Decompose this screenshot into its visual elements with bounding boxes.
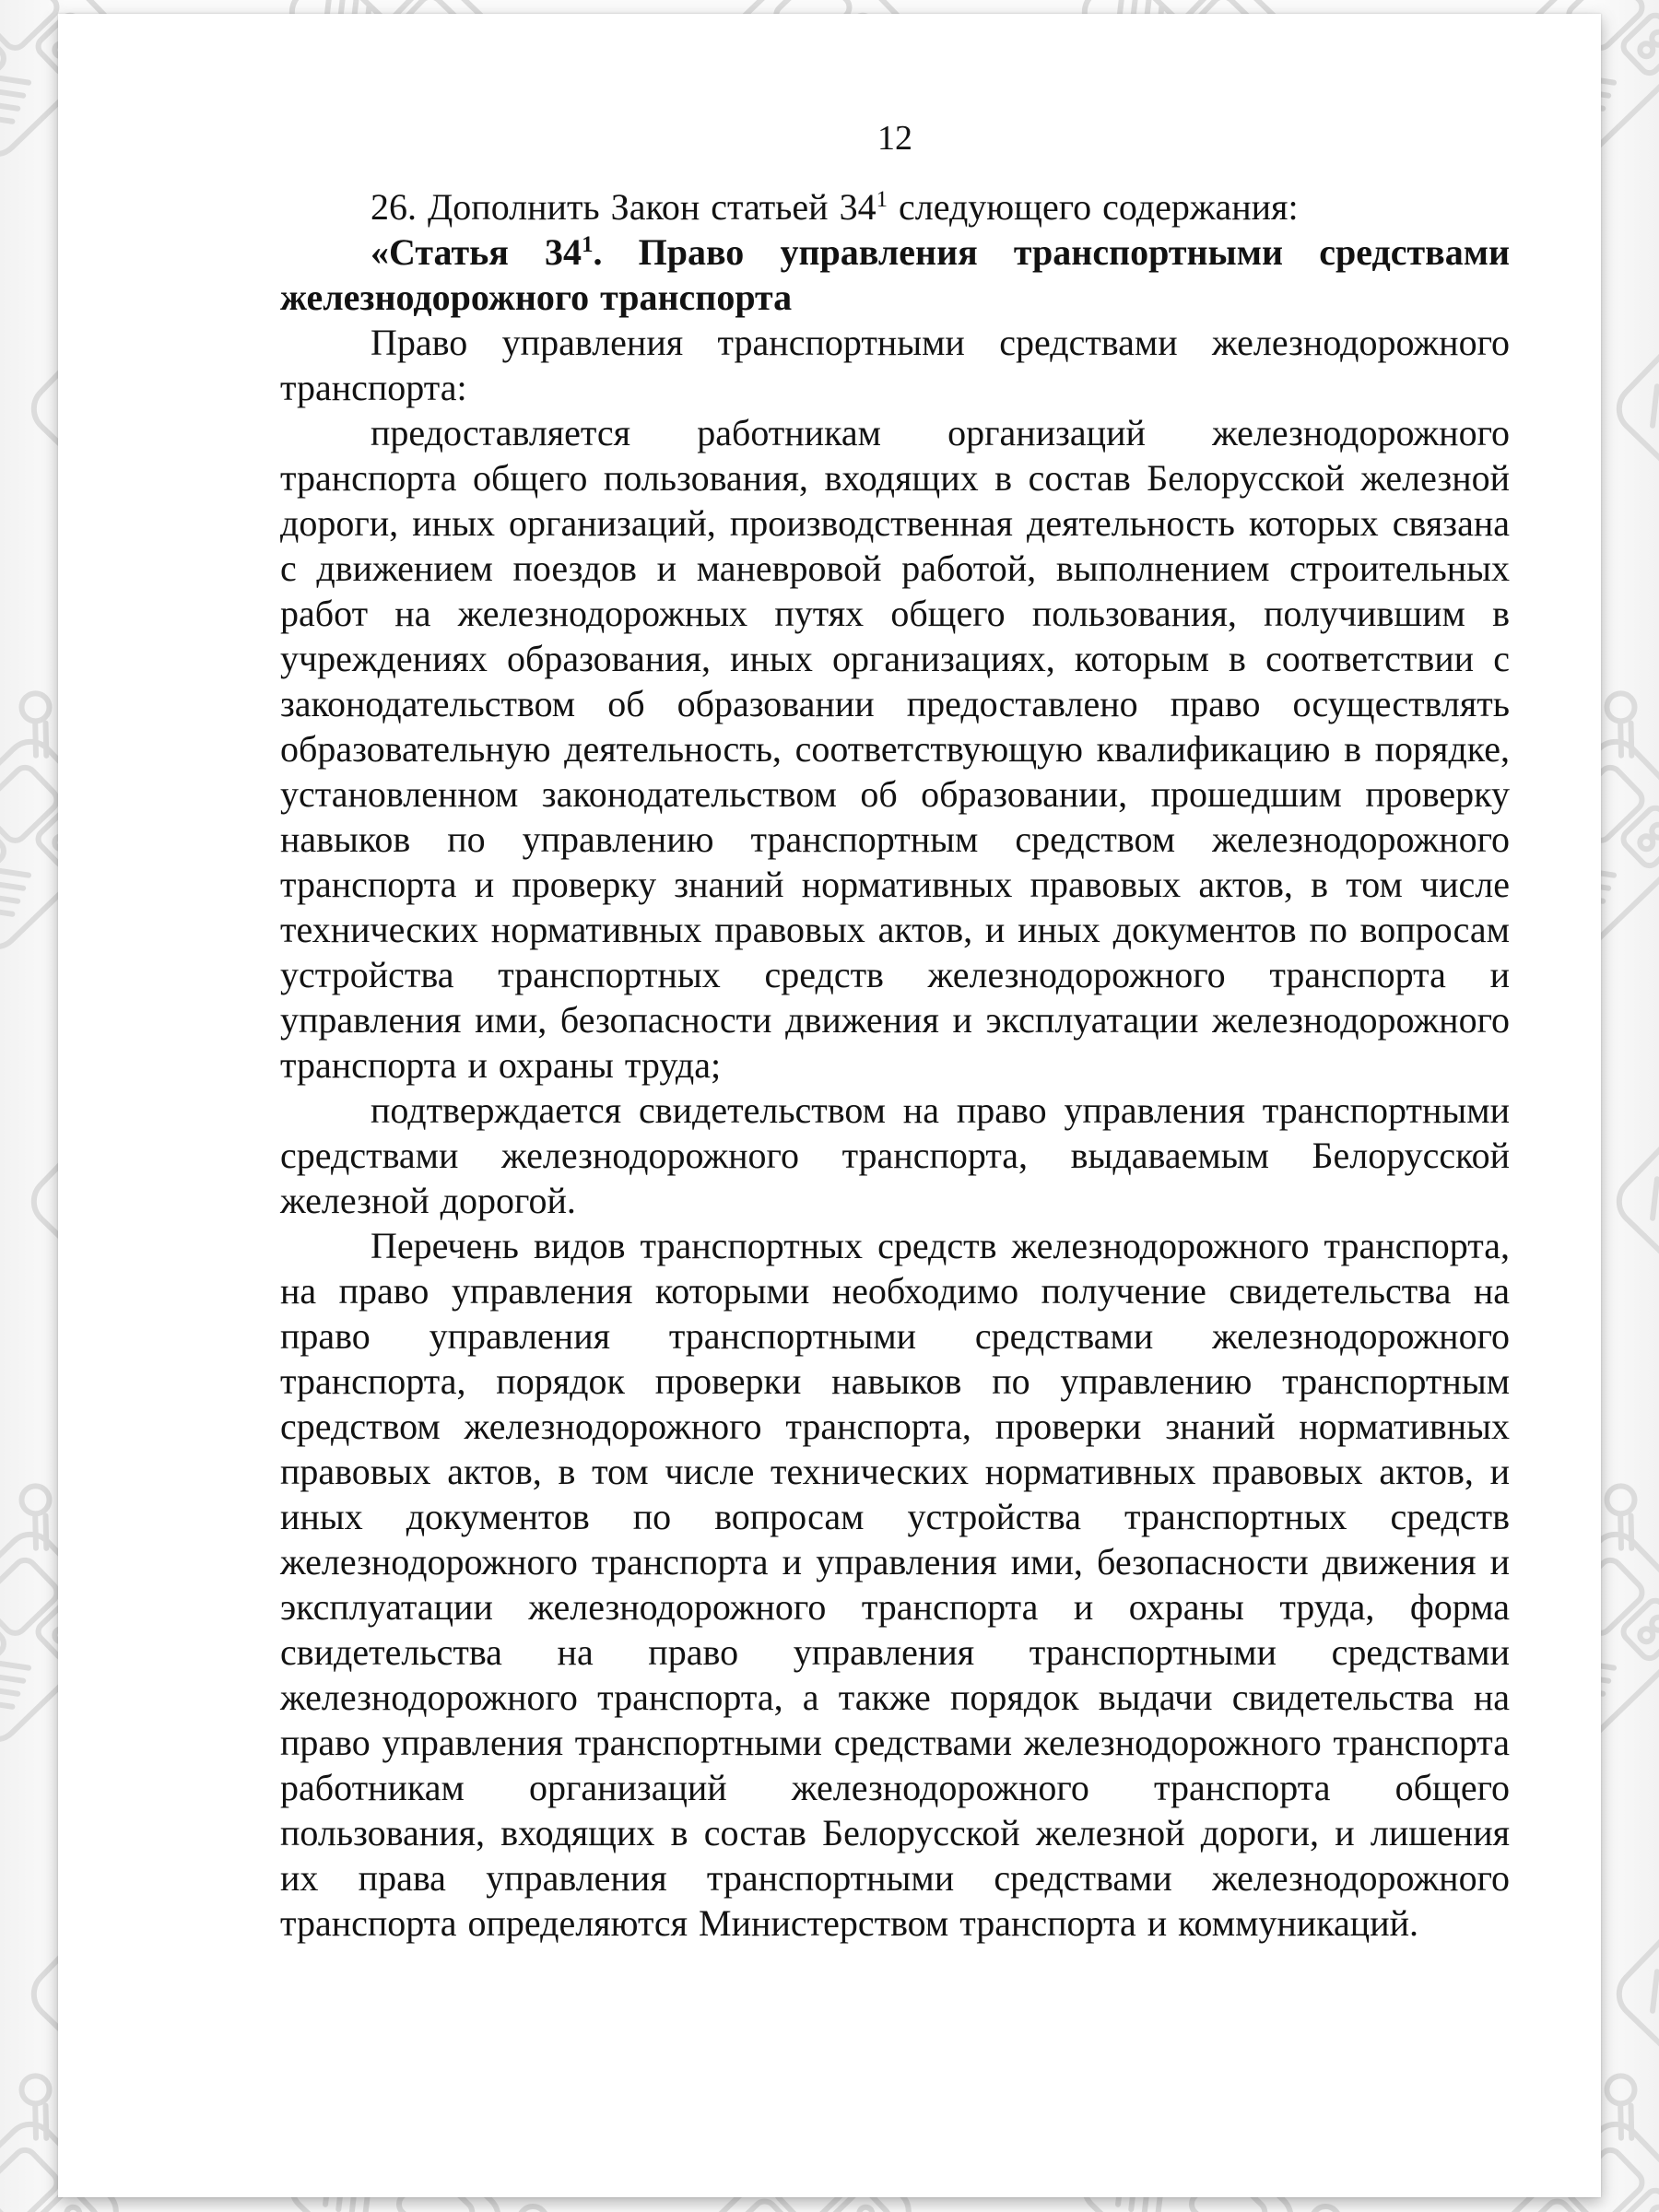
page-content <box>280 118 1510 1946</box>
document-page <box>58 14 1601 2197</box>
paragraph: предоставляется работникам организаций железнодорожного транспорта общего пользования, входящих в состав Белорусской железной дороги, иных организаций, производственная деятельность которых связана с движением поездов и маневровой работой, выполнением строительных работ на железнодорожных путях общего пользования, получившим в учреждениях образования, иных организациях, которым в соответствии с законодательством об образовании предоставлено право осуществлять образовательную деятельность, соответствующую квалификацию в порядке, установленном законодательством об образовании, прошедшим проверку навыков по управлению транспортным средством железнодорожного транспорта и проверку знаний нормативных правовых актов, в том числе технических нормативных правовых актов, и иных документов по вопросам устройства транспортных средств железнодорожного транспорта и управления ими, безопасности движения и эксплуатации железнодорожного транспорта и охраны труда; <box>280 412 1510 1086</box>
paragraph: «Статья $34^1$. Право управления транспортными средствами железнодорожного транспорта <box>280 231 1510 318</box>
paragraph: 26. Дополнить Закон статьей $34^1$ следующего содержания: <box>371 186 1299 228</box>
paragraph: Право управления транспортными средствами железнодорожного транспорта: <box>280 322 1510 408</box>
paragraph: подтверждается свидетельством на право управления транспортными средствами железнодорожного транспорта, выдаваемым Белорусской железной дорогой. <box>280 1089 1510 1221</box>
page-number: 12 <box>877 119 912 158</box>
document-body <box>280 184 1510 1946</box>
paragraph: Перечень видов транспортных средств железнодорожного транспорта, на право управления которыми необходимо получение свидетельства на право управления транспортными средствами железнодорожного транспорта, порядок проверки навыков по управлению транспортным средством железнодорожного транспорта, проверки знаний нормативных правовых актов, в том числе технических нормативных правовых актов, и иных документов по вопросам устройства транспортных средств железнодорожного транспорта и управления ими, безопасности движения и эксплуатации железнодорожного транспорта и охраны труда, форма свидетельства на право управления транспортными средствами железнодорожного транспорта, а также порядок выдачи свидетельства на право управления транспортными средствами железнодорожного транспорта работникам организаций железнодорожного транспорта общего пользования, входящих в состав Белорусской железной дороги, и лишения их права управления транспортными средствами железнодорожного транспорта определяются Министерством транспорта и коммуникаций. <box>280 1225 1510 1944</box>
